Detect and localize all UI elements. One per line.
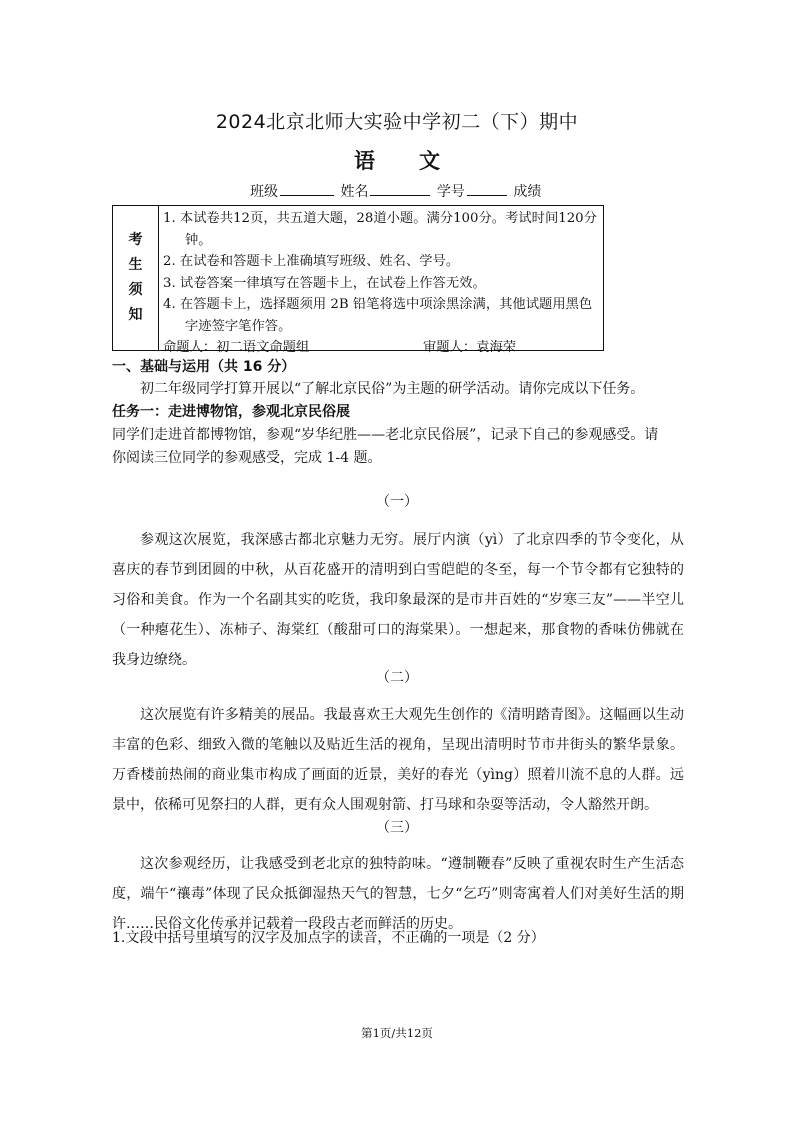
notes-label	[113, 206, 159, 350]
name-blank	[370, 181, 430, 196]
id-label: 学号	[436, 184, 465, 200]
page-footer: 第1页/共12页	[361, 1026, 433, 1040]
id-blank	[467, 181, 507, 196]
passage-2	[112, 700, 684, 820]
class-blank	[280, 181, 334, 196]
exam-title: 2024北京北师大实验中学初二（下）期中	[215, 111, 579, 133]
subject-heading	[0, 145, 794, 175]
student-info-line	[250, 181, 541, 201]
passage-1	[112, 525, 684, 675]
task-desc-text: 同学们走进首都博物馆，参观“岁华纪胜——老北京民俗展”，记录下自己的参观感受。请你阅读三位同学的参观感受，完成 1-4 题。	[112, 427, 659, 466]
proposer: 命题人：初二语文命题组	[163, 340, 310, 355]
note-item: 4. 在答题卡上，选择题须用 2B 铅笔将选中项涂黑涂满，其他试题用黑色字迹签字笔作答。	[163, 297, 593, 334]
question-1: 1.文段中括号里填写的汉字及加点字的读音，不正确的一项是（2 分）	[112, 930, 545, 946]
subject-char-1: 语	[354, 149, 375, 173]
task-title: 任务一：走进博物馆，参观北京民俗展	[112, 404, 350, 420]
intro-text: 初二年级同学打算开展以“了解北京民俗”为主题的研学活动。请你完成以下任务。	[140, 381, 645, 397]
reviewer: 审题人：袁海荣	[423, 340, 517, 355]
passage-text: 这次参观经历，让我感受到老北京的独特韵味。“遵制鞭春”反映了重视农时生产生活态度，端午“禳毒”体现了民众抵御湿热天气的智慧，七夕“乞巧”则寄寓着人们对美好生活的期许……民俗文化传承并记载着一段段古老而鲜活的历史。	[112, 856, 684, 932]
name-label: 姓名	[340, 184, 369, 200]
notes-list	[163, 208, 603, 359]
part-label-3: （三）	[376, 820, 418, 836]
passage-text: 这次展览有许多精美的展品。我最喜欢王大观先生创作的《清明踏青图》。这幅画以生动丰富的色彩、细致入微的笔触以及贴近生活的视角，呈现出清明时节市井街头的繁华景象。万香楼前热闹的商业集市构成了画面的近景，美好的春光（yìng）照着川流不息的人群。远景中，依稀可见祭扫的人群，更有众人围观射箭、打马球和杂耍等活动，令人豁然开朗。	[112, 707, 684, 813]
note-item: 2. 在试卷和答题卡上准确填写班级、姓名、学号。	[163, 254, 460, 269]
part-label-2: （二）	[376, 670, 418, 686]
task-description	[112, 424, 672, 470]
part-label-1: （一）	[376, 494, 418, 510]
note-item: 1. 本试卷共12页，共五道大题，28道小题。满分100分。考试时间120分钟。	[163, 211, 597, 248]
notes-label-char: 生	[128, 257, 143, 273]
notes-label-char: 考	[128, 232, 143, 248]
passage-3	[112, 849, 684, 939]
note-item: 3. 试卷答案一律填写在答题卡上，在试卷上作答无效。	[163, 275, 486, 291]
notes-label-char: 知	[128, 307, 143, 323]
subject-char-2: 文	[419, 149, 440, 173]
section-intro	[112, 378, 667, 401]
score-label: 成绩	[513, 184, 542, 200]
passage-text: 参观这次展览，我深感古都北京魅力无穷。展厅内演（yì）了北京四季的节令变化，从喜庆的春节到团圆的中秋，从百花盛开的清明到白雪皑皑的冬至，每一个节令都有它独特的习俗和美食。作为一个名副其实的吃货，我印象最深的是市井百姓的“岁寒三友”——半空儿（一种瘪花生）、冻柿子、海棠红（酸甜可口的海棠果）。一想起来，那食物的香味仿佛就在我身边缭绕。	[112, 532, 684, 668]
exam-notes-box	[112, 205, 604, 355]
class-label: 班级	[250, 184, 278, 200]
notes-label-char: 须	[128, 282, 143, 298]
section-heading: 一、基础与运用（共 16 分）	[112, 359, 296, 375]
